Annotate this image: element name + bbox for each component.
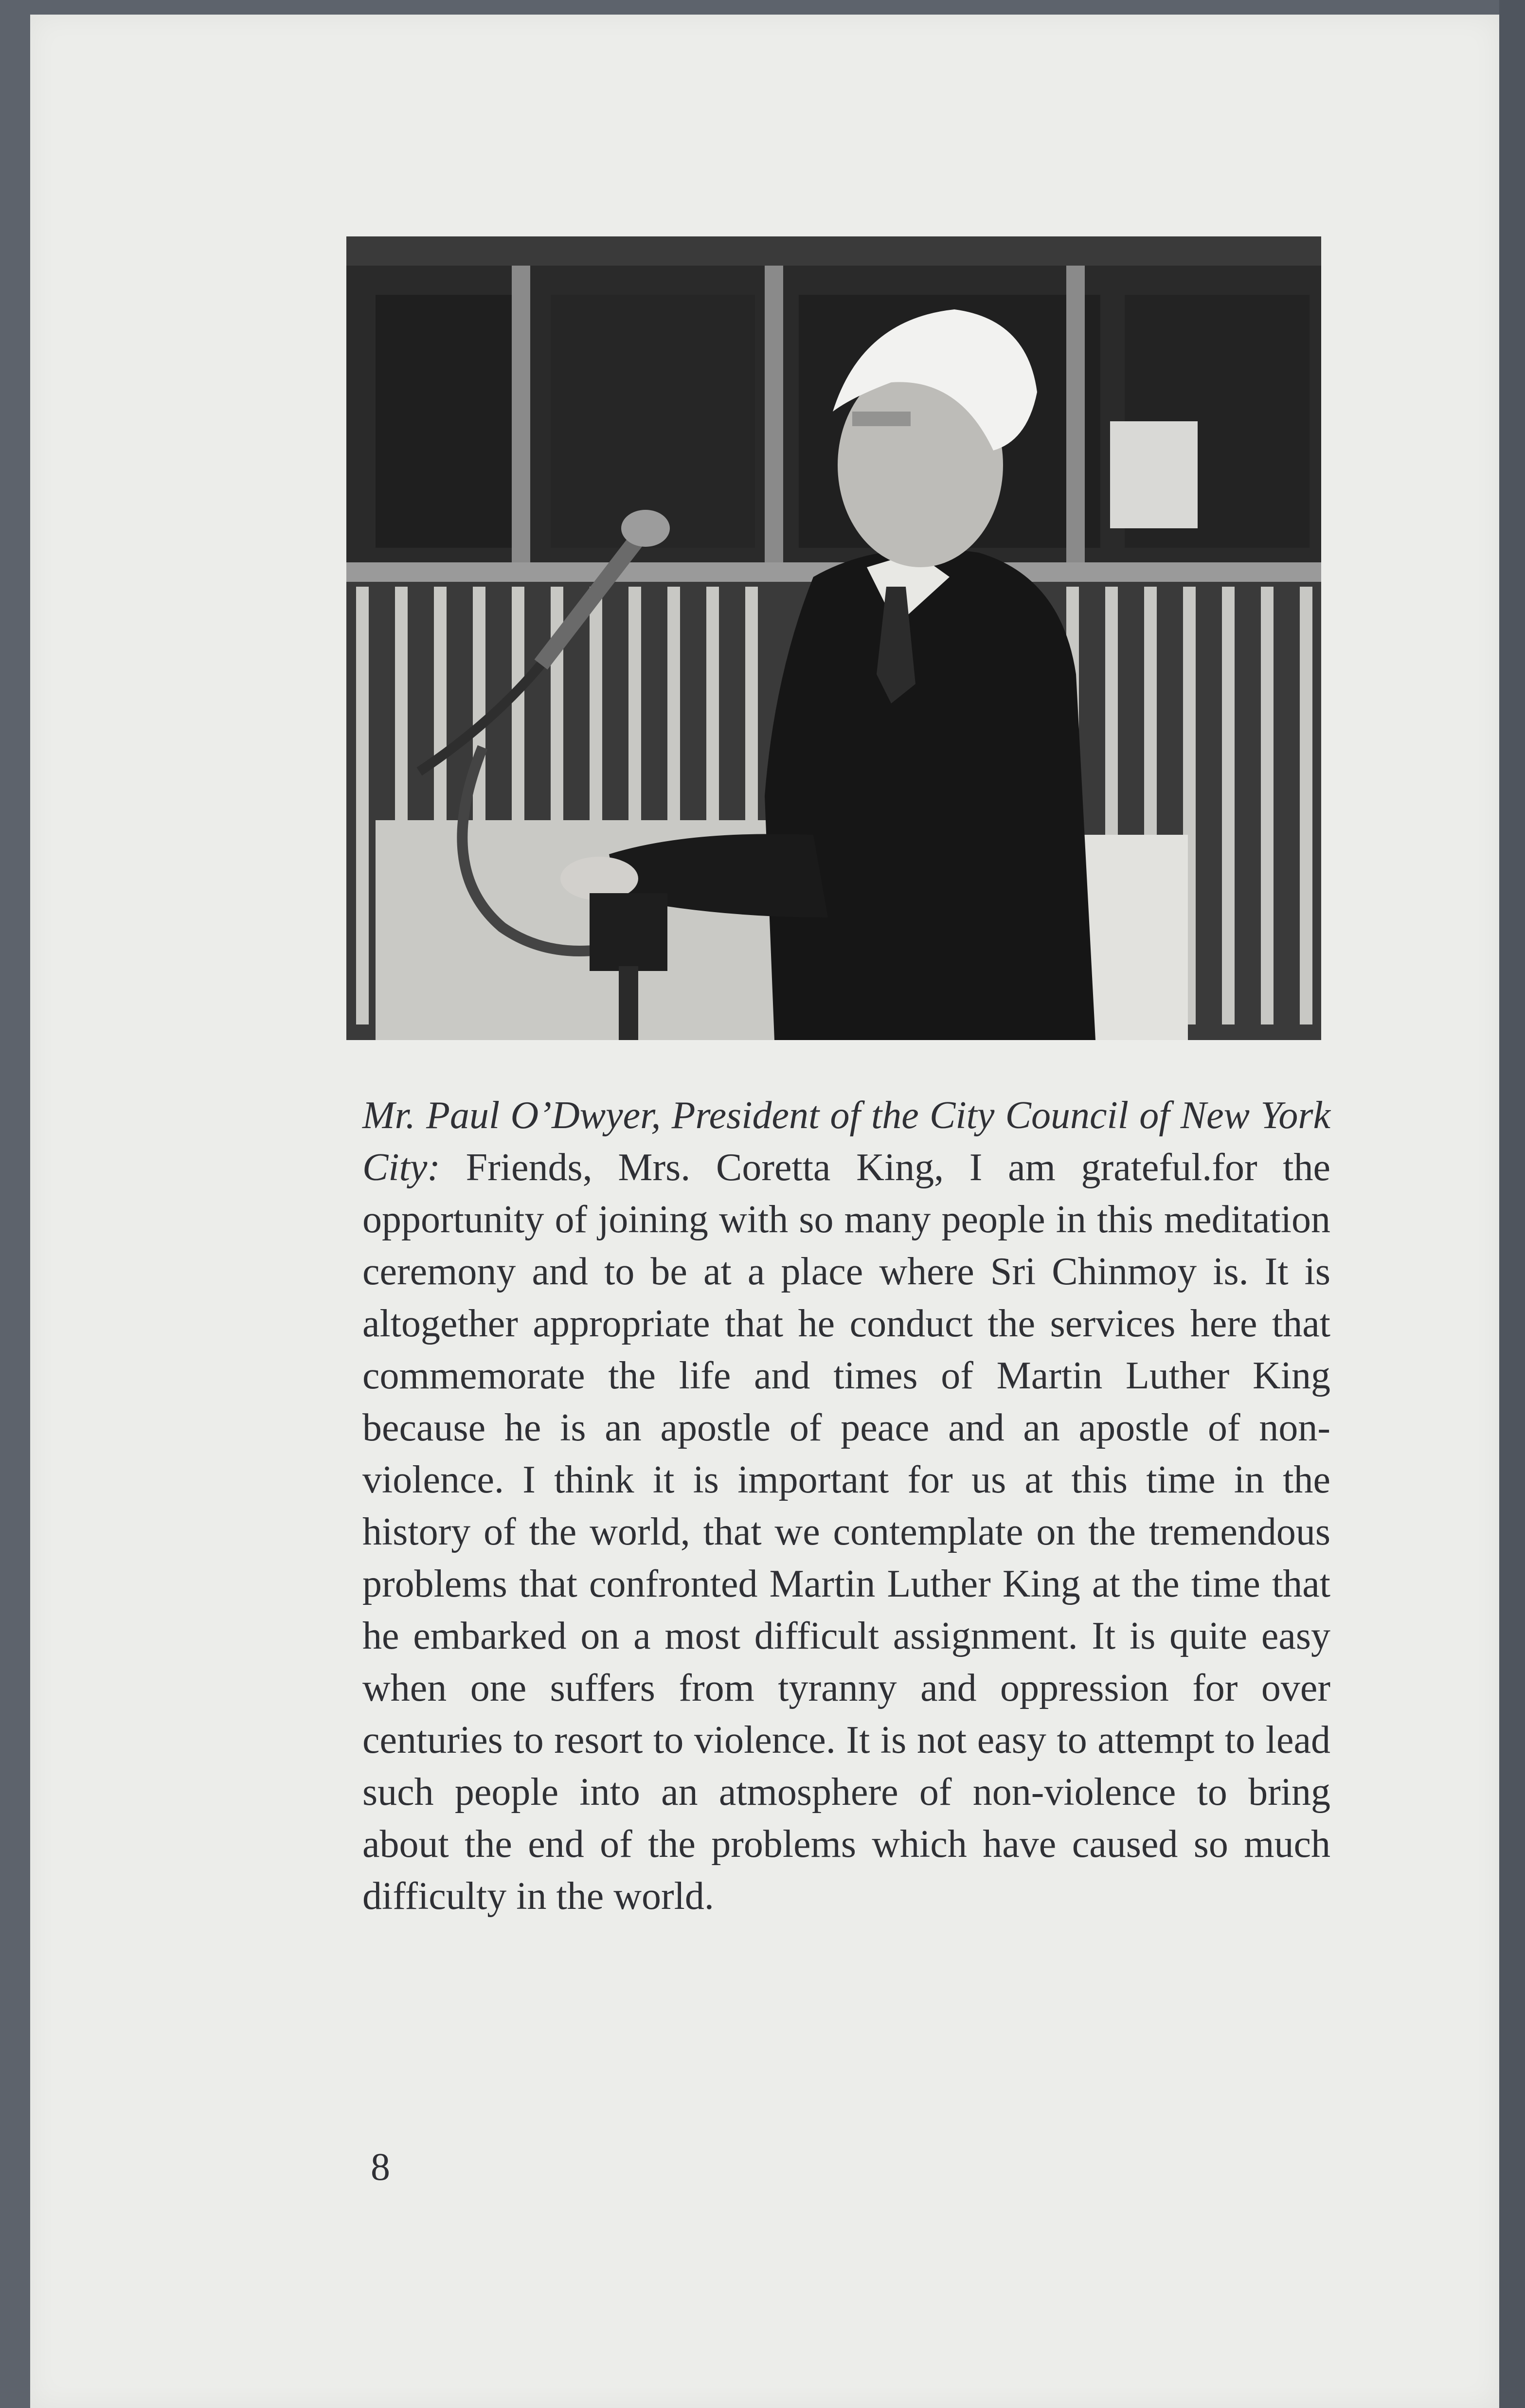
scan-top-edge xyxy=(0,0,1525,15)
speaker-photo xyxy=(346,236,1321,1040)
scan-right-edge xyxy=(1499,0,1525,2408)
speaker-attribution: Mr. Paul O’Dwyer, President of the City Council of New York City: xyxy=(362,1094,1330,1189)
speech-paragraph xyxy=(362,1090,1330,1923)
speech-body: Friends, Mrs. Coretta King, I am grateful.for the opportunity of joining with so many people in this meditation ceremony and to be at a place where Sri Chinmoy is. It is altogether appropriate that he conduct the services here that commemorate the life and times of Martin Luther King because he is an apostle of peace and an apostle of non-violence. I think it is important for us at this time in the history of the world, that we contemplate on the tremendous problems that confronted Martin Luther King at the time that he embarked on a most difficult assignment. It is quite easy when one suffers from tyranny and oppression for over centuries to resort to violence. It is not easy to attempt to lead such people into an atmosphere of non-violence to bring about the end of the problems which have caused so much difficulty in the world. xyxy=(362,1146,1331,1918)
speaker-photo-illustration xyxy=(346,236,1321,1040)
page-number: 8 xyxy=(371,2146,390,2189)
